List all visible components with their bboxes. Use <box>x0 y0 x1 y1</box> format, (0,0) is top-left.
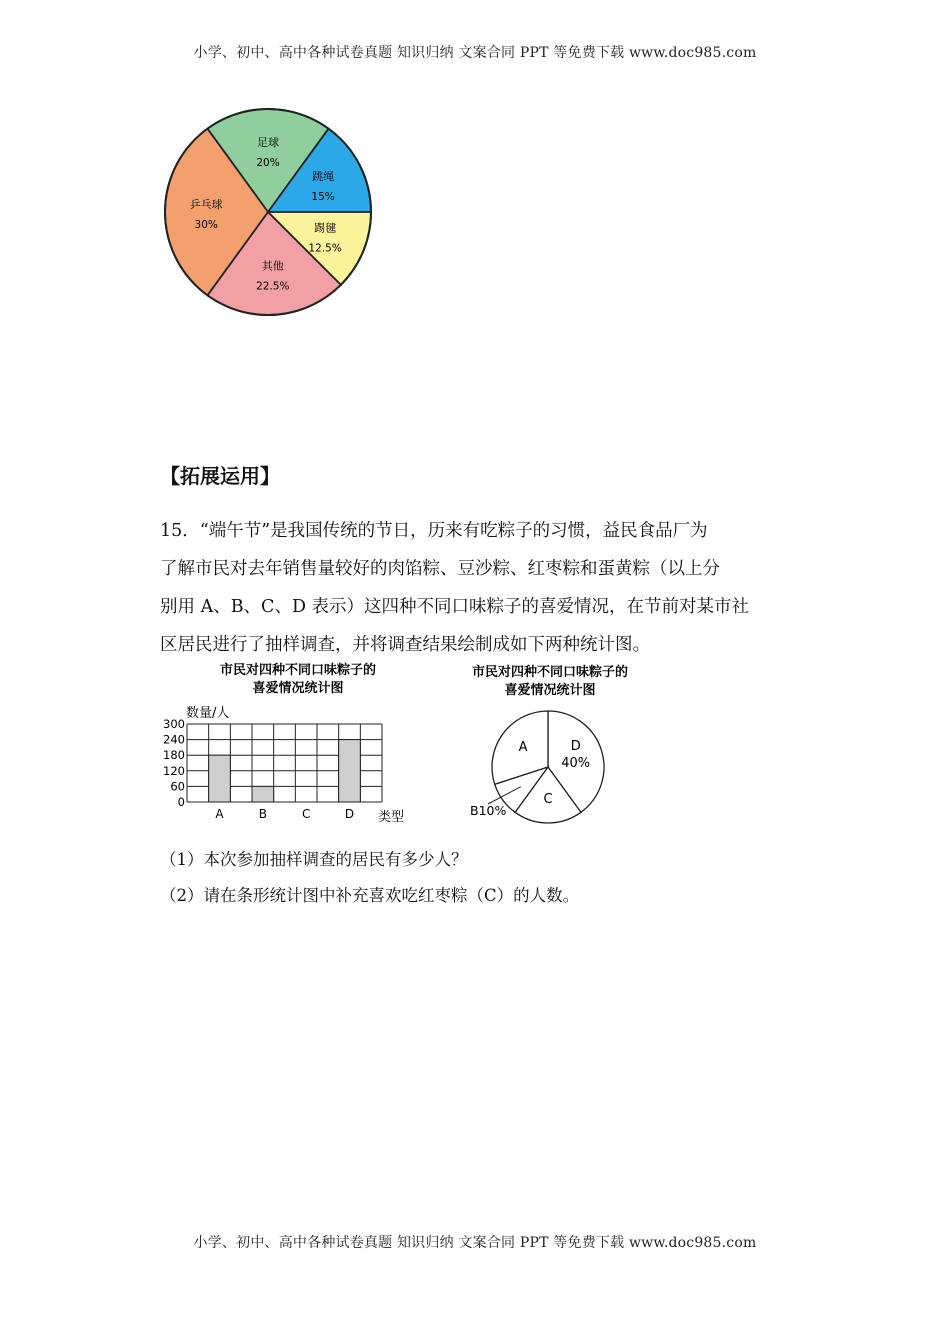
bar-chart-title-2: 喜爱情况统计图 <box>252 681 344 696</box>
bar-chart-xlabel: 类型 <box>378 810 405 825</box>
bar-chart-ylabel: 数量/人 <box>186 706 230 721</box>
sports-pie-chart <box>150 100 390 330</box>
sports-pie-value: 22.5% <box>256 280 290 293</box>
zongzi-pie-chart <box>450 656 650 832</box>
sports-pie-value: 12.5% <box>308 242 342 255</box>
bar-xtick-label: A <box>215 807 224 821</box>
sub-question-2: （2）请在条形统计图中补充喜欢吃红枣粽（C）的人数。 <box>160 886 580 905</box>
question-15-text <box>160 512 796 664</box>
bar-ytick-label: 120 <box>163 763 185 778</box>
sports-pie-value: 20% <box>256 157 280 170</box>
bar-ytick-label: 240 <box>163 732 185 747</box>
bar-ytick-label: 180 <box>163 748 185 763</box>
zongzi-pie-label-B: B10% <box>470 803 507 818</box>
pie-chart-title-1: 市民对四种不同口味粽子的 <box>471 665 629 680</box>
page-header: 小学、初中、高中各种试卷真题 知识归纳 文案合同 PPT 等免费下载 www.doc985.com <box>193 45 757 61</box>
bar-ytick-label: 300 <box>163 717 185 731</box>
sports-pie-label: 其他 <box>261 259 284 273</box>
sports-pie-label: 乒乓球 <box>189 198 223 211</box>
bar-A <box>209 755 231 802</box>
question-line: 15．“端午节”是我国传统的节日，历来有吃粽子的习惯，益民食品厂为 <box>160 521 708 541</box>
zongzi-pie-slices <box>470 711 604 823</box>
question-line: 区居民进行了抽样调查，并将调查结果绘制成如下两种统计图。 <box>160 635 650 655</box>
sports-pie-label: 跳绳 <box>312 169 335 183</box>
zongzi-pie-label-C: C <box>543 791 553 807</box>
sports-pie-slices <box>165 109 371 315</box>
bar-chart-xticks <box>215 807 354 821</box>
sub-question-1: （1）本次参加抽样调查的居民有多少人？ <box>160 850 468 869</box>
section-title: 【拓展运用】 <box>160 464 280 488</box>
zongzi-pie-value-D: 40% <box>561 756 591 771</box>
bar-xtick-label: B <box>258 807 267 821</box>
bar-xtick-label: C <box>301 807 311 821</box>
sports-pie-label: 足球 <box>257 136 279 150</box>
bar-ytick-label: 60 <box>170 779 185 794</box>
question-line: 别用 A、B、C、D 表示）这四种不同口味粽子的喜爱情况，在节前对某市社 <box>160 597 750 617</box>
bar-ytick-label: 0 <box>177 795 185 809</box>
zongzi-pie-label-D: D <box>570 739 581 754</box>
bar-xtick-label: D <box>344 807 355 821</box>
sports-pie-value: 15% <box>311 190 335 203</box>
zongzi-bar-chart <box>150 656 420 832</box>
sports-pie-label: 踢毽 <box>314 221 337 235</box>
bar-chart-yticks <box>163 717 185 809</box>
bar-chart-title-1: 市民对四种不同口味粽子的 <box>219 663 377 678</box>
pie-chart-title-2: 喜爱情况统计图 <box>504 683 596 698</box>
page-footer: 小学、初中、高中各种试卷真题 知识归纳 文案合同 PPT 等免费下载 www.doc985.com <box>193 1235 757 1251</box>
zongzi-pie-label-A: A <box>518 739 528 755</box>
bar-D <box>339 740 361 802</box>
bar-B <box>252 786 274 802</box>
question-line: 了解市民对去年销售量较好的肉馅粽、豆沙粽、红枣粽和蛋黄粽（以上分 <box>160 559 720 579</box>
sports-pie-value: 30% <box>194 219 218 231</box>
